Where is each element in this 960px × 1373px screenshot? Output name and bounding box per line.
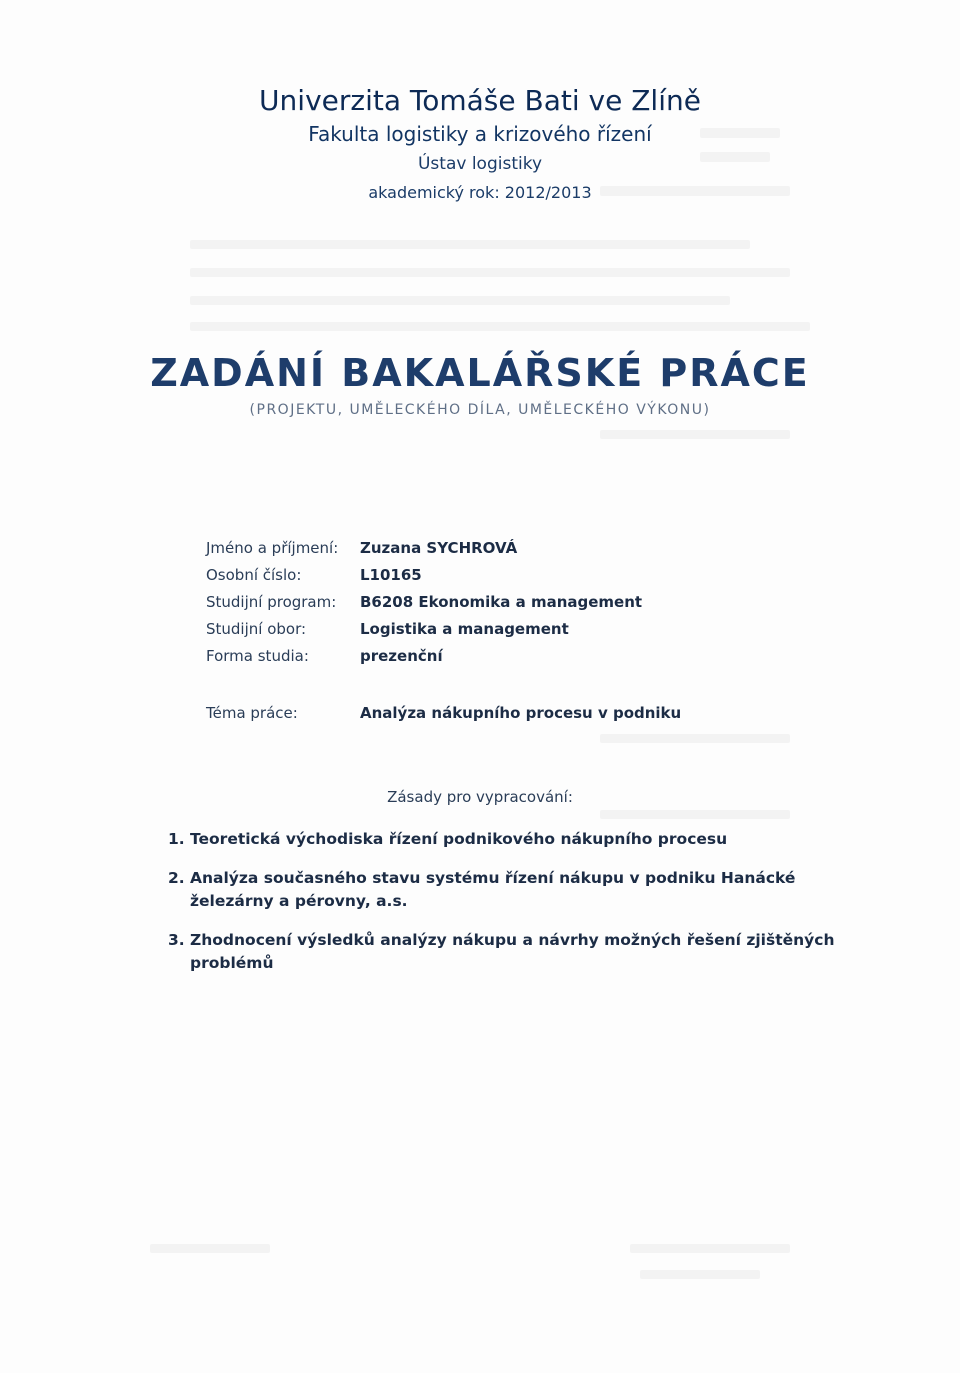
list-item-text: Analýza současného stavu systému řízení nákupu v podniku Hanácké železárny a pérovny, a.s. <box>190 869 796 910</box>
academic-year: akademický rok: 2012/2013 <box>368 183 592 202</box>
thesis-topic <box>206 700 681 726</box>
list-item <box>168 867 848 913</box>
info-row-name <box>206 534 642 561</box>
bleed-through-mark <box>600 430 790 439</box>
topic-label: Téma práce: <box>206 704 298 722</box>
bleed-through-mark <box>600 734 790 743</box>
info-row-study-program <box>206 588 642 615</box>
info-value: Logistika a management <box>360 619 569 638</box>
list-item <box>168 828 848 851</box>
bleed-through-mark <box>190 296 730 305</box>
info-value: prezenční <box>360 646 443 665</box>
info-label: Studijní program: <box>206 592 337 611</box>
info-row-study-form <box>206 642 642 669</box>
title-block <box>0 350 960 420</box>
info-label: Jméno a příjmení: <box>206 538 339 557</box>
info-row-personal-number <box>206 561 642 588</box>
info-value: L10165 <box>360 565 422 584</box>
bleed-through-mark <box>640 1270 760 1279</box>
institute-name: Ústav logistiky <box>417 154 543 174</box>
university-name: Univerzita Tomáše Bati ve Zlíně <box>259 84 701 117</box>
list-item-number: 1. <box>168 830 185 848</box>
student-info <box>206 534 642 669</box>
principles-list <box>168 828 848 975</box>
info-row-study-field <box>206 615 642 642</box>
info-label: Osobní číslo: <box>206 565 302 584</box>
bleed-through-mark <box>190 240 750 249</box>
info-label: Studijní obor: <box>206 619 307 638</box>
faculty-name: Fakulta logistiky a krizového řízení <box>308 122 652 146</box>
list-item-text: Zhodnocení výsledků analýzy nákupu a návrhy možných řešení zjištěných problémů <box>190 931 835 972</box>
list-item-number: 3. <box>168 931 185 949</box>
document-header <box>0 84 960 204</box>
bleed-through-mark <box>630 1244 790 1253</box>
list-item-number: 2. <box>168 869 185 887</box>
info-value: Zuzana SYCHROVÁ <box>360 538 518 557</box>
principles-heading: Zásady pro vypracování: <box>387 788 573 806</box>
page-subtitle: (PROJEKTU, UMĚLECKÉHO DÍLA, UMĚLECKÉHO VÝKONU) <box>249 402 711 418</box>
bleed-through-mark <box>600 810 790 819</box>
bleed-through-mark <box>150 1244 270 1253</box>
info-label: Forma studia: <box>206 646 309 665</box>
list-item-text: Teoretická východiska řízení podnikového nákupního procesu <box>190 830 728 848</box>
bleed-through-mark <box>190 322 810 331</box>
list-item <box>168 929 848 975</box>
bleed-through-mark <box>190 268 790 277</box>
topic-value: Analýza nákupního procesu v podniku <box>360 704 682 722</box>
info-value: B6208 Ekonomika a management <box>360 592 643 611</box>
page-title: ZADÁNÍ BAKALÁŘSKÉ PRÁCE <box>150 351 810 395</box>
